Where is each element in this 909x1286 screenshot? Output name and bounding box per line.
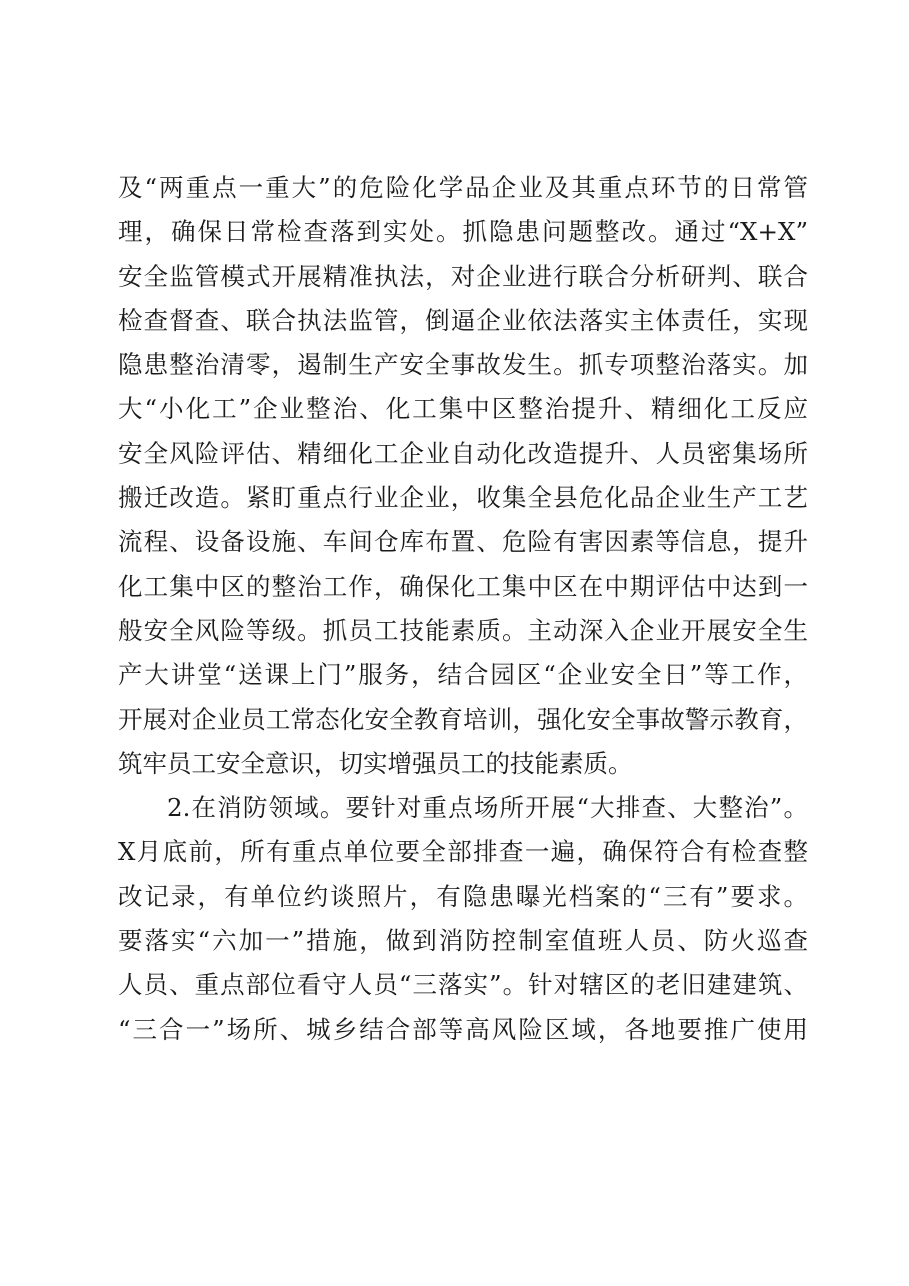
text-line: X月底前，所有重点单位要全部排查一遍，确保符合有检查整: [118, 837, 808, 867]
text-line: 流程、设备设施、车间仓库布置、危险有害因素等信息，提升: [118, 527, 808, 557]
text-line: 般安全风险等级。抓员工技能素质。主动深入企业开展安全生: [118, 615, 808, 645]
text-line: 理，确保日常检查落到实处。抓隐患问题整改。通过“X+X”: [118, 217, 808, 247]
text-line: 大“小化工”企业整治、化工集中区整治提升、精细化工反应: [118, 394, 808, 424]
text-line: 安全风险评估、精细化工企业自动化改造提升、人员密集场所: [118, 438, 808, 468]
text-line: “三合一”场所、城乡结合部等高风险区域，各地要推广使用: [118, 1014, 808, 1044]
text-line: 隐患整治清零，遏制生产安全事故发生。抓专项整治落实。加: [118, 350, 808, 380]
paragraph-1: [118, 166, 808, 786]
text-line: 化工集中区的整治工作，确保化工集中区在中期评估中达到一: [118, 571, 808, 601]
paragraph-2: [118, 786, 808, 1052]
text-line: 2.在消防领域。要针对重点场所开展“大排查、大整治”。: [167, 793, 808, 823]
text-line: 及“两重点一重大”的危险化学品企业及其重点环节的日常管: [118, 173, 808, 202]
text-line: 搬迁改造。紧盯重点行业企业，收集全县危化品企业生产工艺: [118, 483, 808, 513]
text-line: 要落实“六加一”措施，做到消防控制室值班人员、防火巡查: [118, 926, 808, 956]
text-line: 人员、重点部位看守人员“三落实”。针对辖区的老旧建建筑、: [118, 970, 808, 1000]
text-line: 改记录，有单位约谈照片，有隐患曝光档案的“三有”要求。: [118, 881, 808, 911]
text-line: 筑牢员工安全意识，切实增强员工的技能素质。: [118, 748, 633, 778]
text-line: 开展对企业员工常态化安全教育培训，强化安全事故警示教育，: [118, 704, 808, 734]
text-line: 安全监管模式开展精准执法，对企业进行联合分析研判、联合: [118, 261, 808, 291]
text-line: 检查督查、联合执法监管，倒逼企业依法落实主体责任，实现: [118, 305, 808, 335]
document-body: [118, 166, 808, 1052]
text-line: 产大讲堂“送课上门”服务，结合园区“企业安全日”等工作，: [118, 660, 808, 690]
